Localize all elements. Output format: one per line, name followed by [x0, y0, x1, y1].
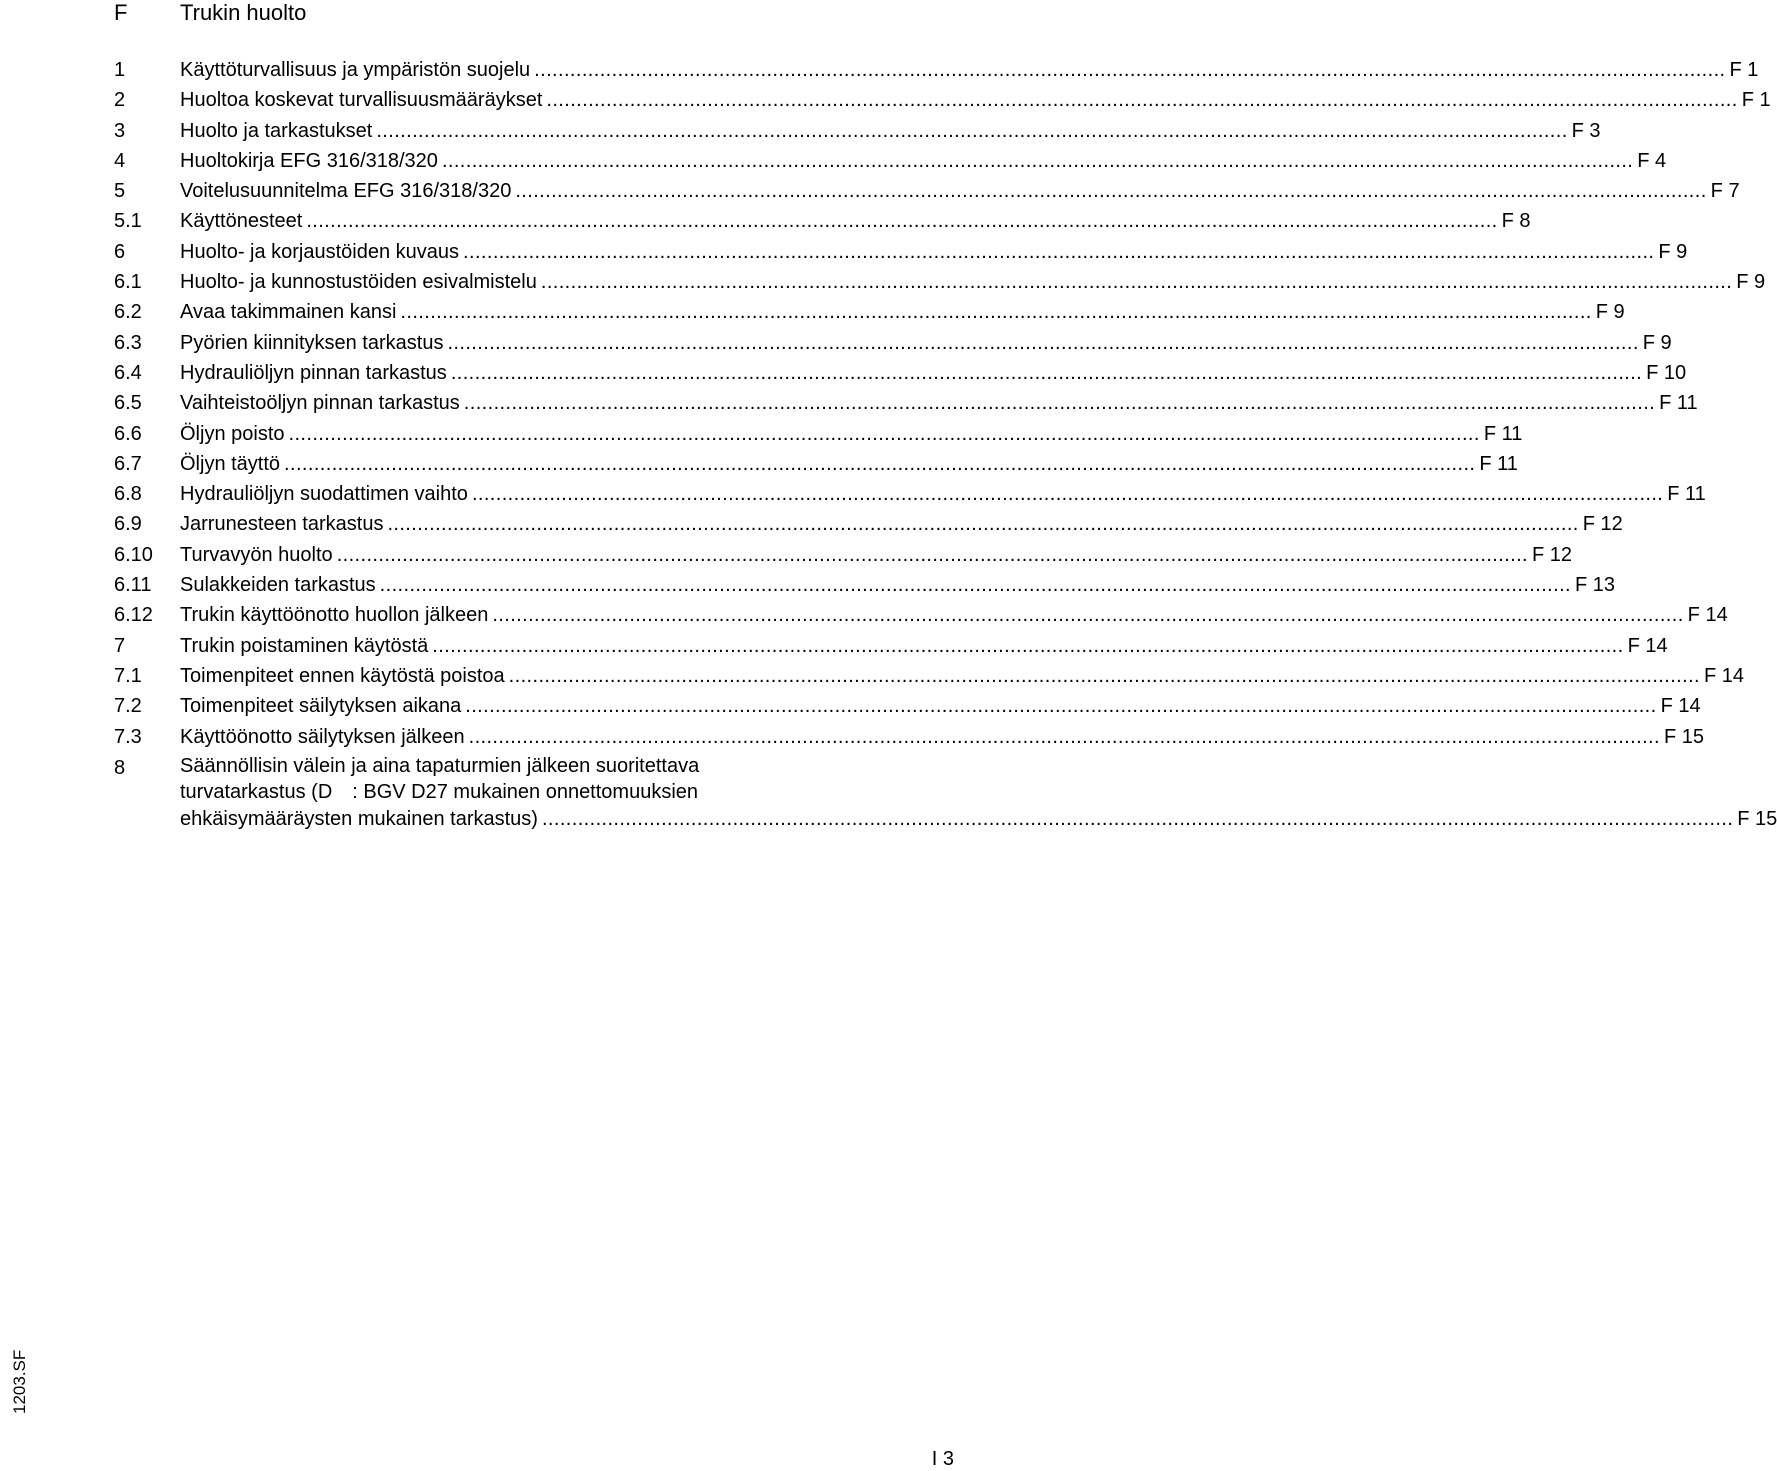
toc-entry[interactable] [114, 509, 1623, 539]
section-title: Trukin huolto [180, 0, 307, 25]
toc-entry[interactable] [114, 267, 1766, 297]
toc-leader-dots: ........................................................................................................................................................................................................ [432, 634, 1624, 657]
toc-leader-dots: ........................................................................................................................................................................................................ [465, 695, 1657, 718]
toc-entry-title-line-1: Säännöllisin välein ja aina tapaturmien jälkeen suoritettava [180, 754, 700, 777]
toc-entry-page: F 14 [1704, 664, 1745, 687]
page-number: I 3 [931, 1448, 954, 1470]
toc-entry-number: 6.6 [114, 422, 142, 445]
toc-leader-dots: ........................................................................................................................................................................................................ [376, 119, 1568, 142]
toc-entry-page: F 10 [1646, 361, 1687, 384]
toc-entry-title-line-2 [180, 779, 702, 806]
toc-entry-page: F 1 [1741, 89, 1771, 112]
toc-entry-number: 7 [114, 634, 126, 657]
toc-entry-number: 6.1 [114, 271, 142, 294]
toc-leader-dots: ........................................................................................................................................................................................................ [515, 180, 1707, 203]
toc-leader-dots: ........................................................................................................................................................................................................ [546, 89, 1738, 112]
toc-leader-dots: ........................................................................................................................................................................................................ [379, 574, 1571, 597]
toc-leader-dots: ........................................................................................................................................................................................................ [336, 543, 1529, 566]
toc-entry-title-line-2-part-a: turvatarkastus (D [180, 781, 333, 804]
toc-entry-page: F 11 [1659, 392, 1698, 415]
toc-entry-title: Huoltokirja EFG 316/318/320 [180, 149, 438, 172]
toc-entry-page: F 12 [1582, 513, 1623, 536]
toc-entry[interactable] [114, 146, 1667, 176]
toc-entry[interactable] [114, 85, 1771, 115]
toc-entry-page: F 9 [1642, 331, 1672, 354]
toc-entry[interactable] [114, 722, 1704, 752]
toc-leader-dots: ........................................................................................................................................................................................................ [400, 301, 1592, 324]
toc-leader-dots: ........................................................................................................................................................................................................ [284, 452, 1476, 475]
toc-entry-title: Öljyn poisto [180, 422, 285, 445]
document-code: 1203.SF [10, 1349, 29, 1414]
toc-entry-title: Huoltoa koskevat turvallisuusmääräykset [180, 89, 543, 112]
toc-entry[interactable] [114, 237, 1688, 267]
toc-entry-page: F 9 [1736, 271, 1766, 294]
toc-entry-title: Käyttönesteet [180, 210, 303, 233]
toc-entry-title: Jarrunesteen tarkastus [180, 513, 384, 536]
toc-entry-title: Trukin poistaminen käytöstä [180, 634, 429, 657]
toc-entry[interactable] [114, 358, 1687, 388]
toc-entry[interactable] [114, 570, 1616, 600]
toc-leader-dots: ........................................................................................................................................................................................................ [540, 271, 1733, 294]
toc-entry-title-line-3: ehkäisymääräysten mukainen tarkastus) [180, 807, 538, 830]
toc-entry-title: Huolto ja tarkastukset [180, 119, 373, 142]
toc-entry-number: 6.7 [114, 452, 142, 475]
toc-entry-page: F 14 [1660, 695, 1701, 718]
toc-entry-number: 7.1 [114, 664, 142, 687]
toc-entry[interactable] [114, 388, 1698, 418]
toc-entry-number: 4 [114, 149, 126, 172]
toc-entry-title: Toimenpiteet ennen käytöstä poistoa [180, 664, 505, 687]
toc-leader-dots: ........................................................................................................................................................................................................ [288, 422, 1480, 445]
toc-entry[interactable] [114, 753, 1777, 835]
toc-entry-number: 6.8 [114, 483, 142, 506]
toc-entry-title: Turvavyön huolto [180, 543, 333, 566]
toc-entry[interactable] [114, 419, 1523, 449]
toc-entry-page: F 15 [1737, 807, 1777, 830]
toc-entry-number: 7.2 [114, 695, 142, 718]
toc-entry-page: F 15 [1663, 725, 1704, 748]
toc-entry-title: Huolto- ja kunnostustöiden esivalmistelu [180, 271, 537, 294]
toc-entry-page: F 11 [1479, 452, 1518, 475]
toc-entry-page: F 8 [1501, 210, 1531, 233]
toc-leader-dots: ........................................................................................................................................................................................................ [534, 59, 1726, 81]
toc-entry-number: 5 [114, 180, 126, 203]
toc-entry-title: Pyörien kiinnityksen tarkastus [180, 331, 444, 354]
toc-entry[interactable] [114, 631, 1668, 661]
toc-entry-number: 6.2 [114, 301, 142, 324]
toc-entry-title: Hydrauliöljyn suodattimen vaihto [180, 483, 468, 506]
toc-entry-title: Voitelusuunnitelma EFG 316/318/320 [180, 180, 512, 203]
toc-entry[interactable] [114, 449, 1518, 479]
toc-entry[interactable] [114, 116, 1601, 146]
toc-leader-dots: ........................................................................................................................................................................................................ [508, 664, 1700, 687]
toc-entry-page: F 4 [1637, 149, 1667, 172]
toc-leader-dots: ........................................................................................................................................................................................................ [492, 604, 1684, 627]
toc-entry[interactable] [114, 479, 1706, 509]
toc-entry-number: 6.9 [114, 513, 142, 536]
toc-entry-title: Käyttöturvallisuus ja ympäristön suojelu [180, 59, 531, 81]
toc-entry-number: 5.1 [114, 210, 142, 233]
toc-leader-dots: ........................................................................................................................................................................................................ [387, 513, 1579, 536]
toc-entry-title: Sulakkeiden tarkastus [180, 574, 376, 597]
section-letter: F [114, 0, 128, 25]
toc-leader-dots: ........................................................................................................................................................................................................ [447, 331, 1639, 354]
toc-entry-page: F 7 [1710, 180, 1740, 203]
toc-leader-dots: ........................................................................................................................................................................................................ [541, 807, 1734, 830]
toc-leader-dots: ........................................................................................................................................................................................................ [463, 392, 1656, 415]
toc-leader-dots: ........................................................................................................................................................................................................ [463, 240, 1655, 263]
toc-entry-number: 7.3 [114, 725, 142, 748]
toc-entry-title: Vaihteistoöljyn pinnan tarkastus [180, 392, 460, 415]
toc-entry-number: 6.11 [114, 574, 152, 597]
toc-entry-number: 6 [114, 240, 126, 263]
toc-leader-dots: ........................................................................................................................................................................................................ [468, 725, 1660, 748]
toc-entry[interactable] [114, 176, 1740, 206]
toc-entry-number: 6.10 [114, 543, 153, 566]
toc-entry-number: 6.3 [114, 331, 142, 354]
toc-entry[interactable] [114, 661, 1745, 691]
toc-entry-number: 3 [114, 119, 126, 142]
toc-leader-dots: ........................................................................................................................................................................................................ [450, 361, 1643, 384]
toc-entry[interactable] [114, 600, 1728, 630]
toc-entry-page: F 11 [1483, 422, 1523, 445]
toc-entry[interactable] [114, 206, 1531, 236]
toc-entry[interactable] [114, 540, 1573, 570]
toc-entry-page: F 14 [1687, 604, 1728, 627]
toc-entry-number: 6.4 [114, 361, 142, 384]
toc-entry-page: F 1 [1729, 59, 1759, 81]
toc-entry-title: Öljyn täyttö [180, 452, 281, 475]
toc-entry-page: F 12 [1532, 543, 1573, 566]
toc-entry[interactable] [114, 691, 1701, 721]
toc-entry-title: Hydrauliöljyn pinnan tarkastus [180, 361, 447, 384]
toc-entry-title: Toimenpiteet säilytyksen aikana [180, 695, 462, 718]
toc-entry-number: 2 [114, 89, 126, 112]
toc-entry-number: 6.5 [114, 392, 142, 415]
toc-entry-title-line-2-part-b: : BGV D27 mukainen onnettomuuksien [352, 781, 699, 804]
toc-entry-page: F 14 [1627, 634, 1668, 657]
toc-leader-dots: ........................................................................................................................................................................................................ [306, 210, 1498, 233]
toc-entry-page: F 9 [1595, 301, 1625, 324]
toc-entry-number: 6.12 [114, 604, 153, 627]
table-of-contents [114, 55, 1777, 835]
toc-entry-page: F 9 [1658, 240, 1688, 263]
toc-entry[interactable] [114, 55, 1759, 85]
toc-leader-dots: ........................................................................................................................................................................................................ [441, 149, 1634, 172]
toc-entry[interactable] [114, 328, 1672, 358]
toc-entry-page: F 13 [1575, 574, 1616, 597]
toc-entry-number: 1 [114, 59, 126, 81]
toc-entry-title: Huolto- ja korjaustöiden kuvaus [180, 240, 460, 263]
toc-entry-title: Käyttöönotto säilytyksen jälkeen [180, 725, 465, 748]
toc-entry-page: F 11 [1667, 483, 1706, 506]
toc-entry-page: F 3 [1571, 119, 1601, 142]
toc-entry-title: Avaa takimmainen kansi [180, 301, 397, 324]
toc-leader-dots: ........................................................................................................................................................................................................ [471, 483, 1664, 506]
toc-entry-number: 8 [114, 756, 126, 779]
toc-entry-title: Trukin käyttöönotto huollon jälkeen [180, 604, 489, 627]
toc-entry[interactable] [114, 297, 1625, 327]
